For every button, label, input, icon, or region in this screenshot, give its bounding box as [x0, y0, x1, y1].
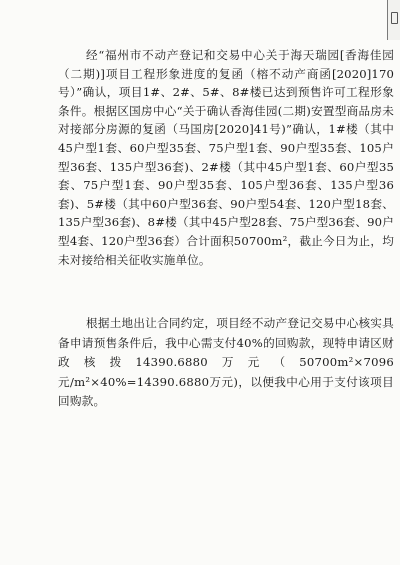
paragraph-confirmation: 经“福州市不动产登记和交易中心关于海天瑞园[香海佳园（二期)]项目工程形象进度的复函（榕不动产商函[2020]170号）”确认，项目1#、2#、5#、8#楼已达到预售许可工程形象条件。根据区国房中心“关于确认香海佳园(二期)安置型商品房未对接部分房源的复函（马国房[2020]41号)”确认，1#楼（其中45户型1套、60户型35套、75户型1套、90户型35套、105户型36套、135户型36套)、2#楼（其中45户型1套、60户型35套、75户型1套、90户型35套、105户型36套、135户型36套)、5#楼（其中60户型36套、90户型54套、120户型18套、135户型36套)、8#楼（其中45户型28套、75户型36套、90户型4套、120户型36套）合计面积50700m²，截止今日为止，均未对接给相关征收实施单位。: [58, 48, 394, 267]
paragraph-funding-request: 根据土地出让合同约定，项目经不动产登记交易中心核实具备申请预售条件后，我中心需支付40%的回购款，现特申请区财政核拨14390.6880万元（50700m²×7096元/m²×40%=14390.6880万元)，以便我中心用于支付该项目回购款。: [58, 316, 394, 409]
page-edge-tab: [387, 0, 400, 40]
